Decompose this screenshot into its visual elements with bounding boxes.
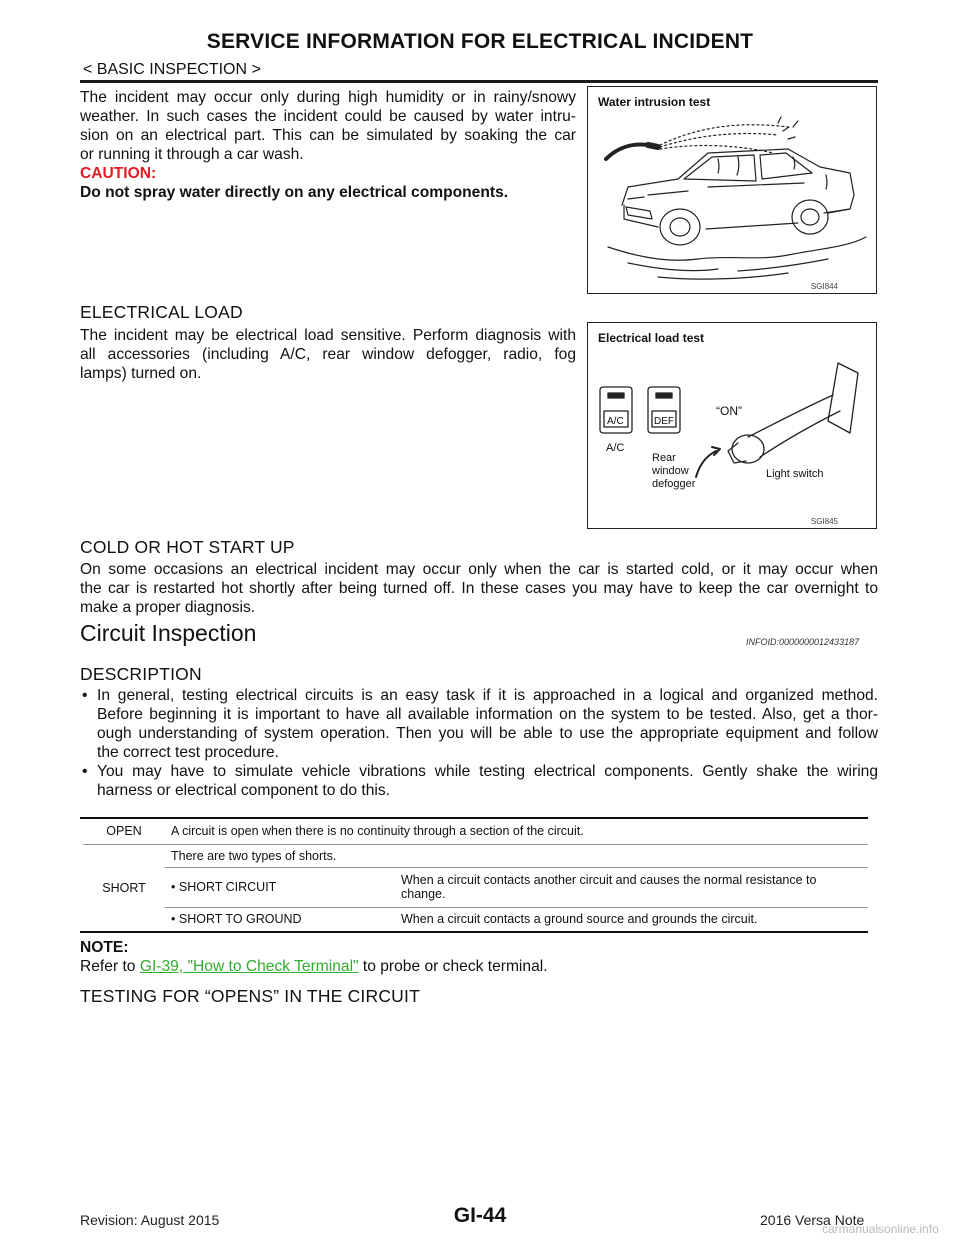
bullet2-line-2: harness or electrical component to do this. xyxy=(97,782,390,799)
note-prefix: Refer to xyxy=(80,958,140,975)
description-heading: DESCRIPTION xyxy=(80,664,202,684)
cold-hot-line-3: make a proper diagnosis. xyxy=(80,599,256,616)
testing-opens-heading: TESTING FOR “OPENS” IN THE CIRCUIT xyxy=(80,986,420,1006)
water-figure-code: SGI844 xyxy=(810,282,838,291)
model-name: 2016 Versa Note xyxy=(760,1212,865,1228)
cold-hot-line-2: the car is restarted hot shortly after being turned off. In these cases you may have to keep the car overnight to xyxy=(80,580,878,597)
table-row xyxy=(83,867,868,907)
table-row xyxy=(83,844,868,867)
table-row xyxy=(83,907,868,931)
definitions-table xyxy=(83,818,868,931)
caution-label: CAUTION: xyxy=(80,165,157,182)
bullet1-line-4: the correct test procedure. xyxy=(97,744,280,761)
short-circuit-term-text: SHORT CIRCUIT xyxy=(178,880,277,894)
bullet-item xyxy=(80,762,878,800)
load-line-1: The incident may be electrical load sensitive. Perform diagnosis with xyxy=(80,327,576,344)
bullet2-line-1: • You may have to simulate vehicle vibrations while testing electrical components. Gently shake the wiring xyxy=(97,763,878,780)
water-intrusion-paragraph xyxy=(80,88,576,202)
cold-hot-paragraph xyxy=(80,560,878,617)
water-line-3: sion on an electrical part. This can be simulated by soaking the car xyxy=(80,127,576,144)
short-ground-definition: When a circuit contacts a ground source and grounds the circuit. xyxy=(401,912,758,927)
on-label: “ON” xyxy=(716,404,742,418)
def-button-text: DEF xyxy=(654,416,674,427)
cold-hot-heading: COLD OR HOT START UP xyxy=(80,537,295,557)
load-figure-title: Electrical load test xyxy=(598,331,705,345)
bullet-item xyxy=(80,686,878,762)
description-bullets xyxy=(80,686,878,800)
short-intro: There are two types of shorts. xyxy=(165,844,868,867)
breadcrumb: < BASIC INSPECTION > xyxy=(83,61,261,78)
water-line-2: weather. In such cases the incident could be caused by water intru- xyxy=(80,108,576,125)
electrical-load-heading: ELECTRICAL LOAD xyxy=(80,302,243,322)
light-switch-label: Light switch xyxy=(766,468,824,480)
bullet1-line-2: Before beginning it is important to have all available information on the system to be tested. Also, get a thor- xyxy=(97,706,878,723)
short-term: SHORT xyxy=(102,880,146,895)
page-title: SERVICE INFORMATION FOR ELECTRICAL INCIDENT xyxy=(206,30,754,53)
short-circuit-definition xyxy=(395,867,868,907)
page-number: GI-44 xyxy=(453,1204,507,1227)
info-id: INFOID:0000000012433187 xyxy=(746,637,860,647)
cold-hot-line-1: On some occasions an electrical incident may occur only when the car is started cold, or it may occur when xyxy=(80,561,878,578)
note-label: NOTE: xyxy=(80,939,129,956)
open-term: OPEN xyxy=(83,818,165,844)
revision-date: Revision: August 2015 xyxy=(80,1212,220,1228)
table-bottom-rule xyxy=(80,931,868,933)
ac-label: A/C xyxy=(606,442,625,454)
electrical-load-figure xyxy=(587,322,877,529)
water-intrusion-figure xyxy=(587,86,877,294)
cross-reference-link[interactable]: GI-39, "How to Check Terminal" xyxy=(139,958,359,975)
light-switch-illustration xyxy=(588,323,876,528)
short-circuit-def-line-2: change. xyxy=(401,887,446,901)
water-line-1: The incident may occur only during high humidity or in rainy/snowy xyxy=(80,89,576,106)
caution-text: Do not spray water directly on any electrical components. xyxy=(80,184,509,201)
short-ground-term-text: SHORT TO GROUND xyxy=(178,912,302,927)
water-figure-title: Water intrusion test xyxy=(598,95,711,109)
ac-button-text: A/C xyxy=(607,416,624,427)
note-text xyxy=(80,958,548,976)
load-line-2: all accessories (including A/C, rear window defogger, radio, fog xyxy=(80,346,576,363)
electrical-load-paragraph xyxy=(80,326,576,383)
short-circuit-def-line-1: When a circuit contacts another circuit and causes the normal resistance to xyxy=(401,873,817,887)
load-figure-code: SGI845 xyxy=(810,517,838,526)
header-rule xyxy=(80,80,878,83)
car-wash-illustration xyxy=(588,87,876,293)
defogger-label-3: defogger xyxy=(652,478,696,490)
bullet1-line-3: ough understanding of system operation. Then you will be able to use the appropriate equipment and follow xyxy=(97,725,878,742)
load-line-3: lamps) turned on. xyxy=(80,365,202,382)
defogger-label-2: window xyxy=(652,465,689,477)
table-row xyxy=(83,818,868,844)
circuit-inspection-title: Circuit Inspection xyxy=(80,620,257,646)
short-circuit-term: • SHORT CIRCUIT xyxy=(165,867,395,907)
defogger-label-1: Rear xyxy=(652,452,676,464)
watermark: carmanualsonline.info xyxy=(822,1222,939,1236)
bullet1-line-1: • In general, testing electrical circuits is an easy task if it is approached in a logical and organized method. xyxy=(97,687,878,704)
water-line-4: or running it through a car wash. xyxy=(80,146,304,163)
note-suffix: to probe or check terminal. xyxy=(358,958,548,975)
short-ground-term: • SHORT TO GROUND xyxy=(171,912,302,927)
open-definition: A circuit is open when there is no continuity through a section of the circuit. xyxy=(165,818,868,844)
